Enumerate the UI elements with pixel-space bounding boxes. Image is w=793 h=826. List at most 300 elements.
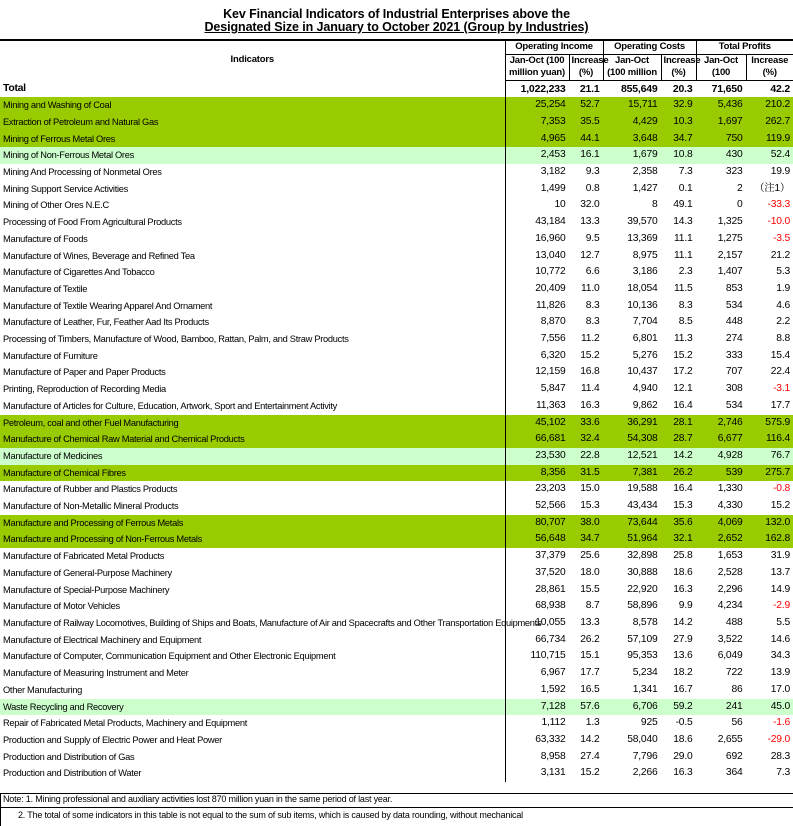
cell-costs-value: 43,434 [627, 500, 658, 512]
indicators-header: Indicators [230, 54, 274, 66]
indicator-name: Manufacture of Motor Vehicles [3, 601, 120, 612]
cell-profits-value: 488 [725, 617, 743, 628]
cell-income-value: 43,184 [505, 214, 569, 231]
cell-income-value: 23,203 [505, 481, 569, 498]
cell-profits-value: 692 [725, 750, 743, 762]
cell-costs-value: 855,649 [620, 82, 658, 95]
notes-left-rule [0, 793, 1, 826]
cell-costs-increase: 27.9 [673, 633, 693, 645]
cell-income-value: 3,131 [505, 765, 569, 782]
notes-mid-rule [0, 807, 793, 808]
cell-profits-increase: 162.8 [746, 531, 793, 548]
cell-costs-increase: 8.3 [678, 299, 693, 311]
cell-costs-increase: 32.1 [661, 531, 696, 548]
cell-costs-value: 15,711 [603, 97, 661, 114]
cell-costs-value: 5,276 [632, 349, 658, 361]
table-row [0, 398, 793, 415]
cell-costs-value: 58,040 [627, 733, 658, 745]
table-row [0, 765, 793, 782]
cell-costs-increase: 15.2 [673, 349, 693, 361]
indicator-name: Production and Distribution of Gas [3, 751, 135, 762]
cell-profits-increase: 7.3 [776, 767, 791, 779]
cell-profits-increase: 5.5 [776, 617, 791, 628]
cell-costs-increase: 9.9 [678, 600, 693, 612]
table-row [0, 715, 793, 732]
indicator-name: Manufacture of Measuring Instrument and Meter [3, 668, 189, 679]
cell-profits-increase: 1.9 [776, 282, 791, 294]
cell-income-increase: 9.5 [585, 232, 600, 244]
table-row [0, 114, 793, 131]
cell-profits-value: 722 [725, 667, 743, 679]
cell-profits-value: 2,655 [717, 733, 743, 745]
cell-profits-increase: 4.6 [776, 299, 791, 311]
cell-costs-value: 54,308 [603, 431, 661, 448]
cell-costs-increase: 20.3 [672, 82, 693, 95]
indicator-name: Manufacture of Cigarettes And Tobacco [3, 267, 155, 278]
indicator-name: Processing of Food From Agricultural Products [3, 217, 182, 228]
cell-income-value: 12,159 [505, 364, 569, 381]
cell-income-value: 6,967 [505, 665, 569, 682]
cell-income-value: 28,861 [505, 582, 569, 599]
subheader-profits-pct: (%) [746, 67, 793, 80]
cell-income-value: 66,681 [505, 431, 569, 448]
cell-income-value: 37,520 [505, 565, 569, 582]
indicator-name: Processing of Timbers, Manufacture of Wood, Bamboo, Rattan, Palm, and Straw Products [3, 334, 349, 345]
cell-profits-value: 4,330 [717, 500, 743, 512]
cell-income-increase: 6.6 [585, 266, 600, 278]
cell-costs-increase: 34.7 [661, 131, 696, 148]
indicator-name: Mining of Ferrous Metal Ores [0, 131, 505, 148]
table-row [0, 131, 793, 148]
cell-profits-increase: 13.9 [770, 667, 791, 679]
indicator-name: Mining And Processing of Nonmetal Ores [3, 167, 162, 178]
indicator-name: Manufacture of Chemical Fibres [0, 465, 505, 482]
cell-income-increase: 11.0 [581, 282, 600, 294]
cell-profits-increase: 8.8 [776, 333, 791, 345]
cell-income-increase: 22.8 [569, 448, 603, 465]
cell-costs-value: 30,888 [627, 566, 658, 578]
table-title [0, 8, 793, 34]
group-operating-income: Operating Income [505, 41, 603, 54]
cell-profits-value: 2,528 [717, 566, 743, 578]
cell-profits-value: 534 [725, 299, 743, 311]
cell-profits-value: 2,652 [696, 531, 746, 548]
cell-income-increase: 11.2 [581, 333, 600, 345]
subheader-costs-increase: Increase [661, 54, 696, 67]
cell-costs-value: 51,964 [603, 531, 661, 548]
subheader-costs-unit: (100 million [603, 67, 661, 80]
cell-profits-value: 86 [731, 683, 743, 695]
cell-costs-increase: 16.3 [673, 767, 693, 779]
indicator-name: Manufacture of Computer, Communication Equipment and Other Electronic Equipment [3, 651, 336, 662]
cell-profits-value: 333 [725, 349, 743, 361]
cell-costs-value: 19,588 [627, 483, 658, 495]
cell-income-value: 10 [505, 197, 569, 214]
cell-profits-increase: -0.8 [773, 483, 791, 495]
group-total-profits: Total Profits [696, 41, 793, 54]
cell-profits-value: 430 [696, 147, 746, 164]
table-row [0, 548, 793, 565]
cell-profits-increase: 17.0 [770, 683, 791, 695]
cell-costs-value: 8 [651, 199, 658, 211]
indicator-name: Manufacture and Processing of Ferrous Metals [0, 515, 505, 532]
cell-costs-value: 2,266 [632, 767, 658, 779]
cell-income-value: 80,707 [505, 515, 569, 532]
cell-profits-value: 4,234 [717, 600, 743, 612]
indicator-name: Mining of Other Ores N.E.C [3, 200, 109, 211]
table-row [0, 164, 793, 181]
cell-income-increase: 21.1 [579, 82, 600, 95]
table-row [0, 565, 793, 582]
cell-costs-increase: 16.7 [673, 683, 693, 695]
indicator-name: Manufacture of General-Purpose Machinery [3, 567, 172, 578]
table-row [0, 632, 793, 649]
table-row [0, 197, 793, 214]
cell-profits-value: 534 [725, 399, 743, 411]
subheader-costs-pct: (%) [661, 67, 696, 80]
cell-costs-increase: 12.1 [673, 383, 693, 395]
indicator-name: Production and Distribution of Water [3, 768, 142, 779]
cell-profits-value: 323 [725, 166, 743, 178]
cell-profits-increase: -3.1 [773, 383, 791, 395]
cell-income-increase: 16.1 [569, 147, 603, 164]
cell-income-value: 1,022,233 [505, 80, 569, 97]
table-row [0, 97, 793, 114]
cell-income-increase: 11.4 [581, 383, 600, 395]
cell-income-increase: 18.0 [580, 566, 600, 578]
cell-costs-value: 12,521 [603, 448, 661, 465]
cell-profits-value: 364 [725, 767, 743, 779]
group-operating-costs: Operating Costs [603, 41, 696, 54]
cell-profits-value: 750 [696, 131, 746, 148]
cell-costs-value: 7,704 [632, 316, 658, 328]
cell-costs-value: 73,644 [603, 515, 661, 532]
cell-profits-value: 308 [725, 383, 743, 395]
table-row [0, 615, 793, 632]
cell-costs-value: 2,358 [632, 166, 658, 178]
cell-income-increase: 16.3 [580, 399, 600, 411]
cell-income-value: 16,960 [505, 231, 569, 248]
cell-costs-value: 6,801 [632, 333, 658, 345]
cell-income-value: 68,938 [505, 598, 569, 615]
cell-income-increase: 12.7 [580, 249, 600, 261]
cell-profits-increase: 14.6 [770, 633, 791, 645]
cell-income-value: 7,128 [505, 699, 569, 716]
cell-costs-increase: 11.3 [674, 333, 693, 345]
cell-income-value: 11,363 [505, 398, 569, 415]
table-row [0, 682, 793, 699]
table-row [0, 665, 793, 682]
cell-profits-increase: 2.2 [776, 316, 791, 328]
indicator-name: Waste Recycling and Recovery [0, 699, 505, 716]
cell-income-value: 2,453 [505, 147, 569, 164]
cell-costs-value: 1,427 [632, 182, 658, 194]
cell-profits-increase: 575.9 [746, 415, 793, 432]
indicator-name: Manufacture of Paper and Paper Products [3, 367, 166, 378]
cell-income-value: 10,772 [505, 264, 569, 281]
cell-profits-increase: 275.7 [746, 465, 793, 482]
cell-costs-increase: 29.0 [673, 750, 693, 762]
cell-costs-value: 57,109 [627, 633, 658, 645]
cell-income-increase: 14.2 [580, 733, 600, 745]
cell-costs-increase: 14.2 [661, 448, 696, 465]
cell-costs-increase: 0.1 [678, 182, 693, 194]
table-row [0, 582, 793, 599]
cell-income-value: 8,958 [505, 749, 569, 766]
cell-costs-increase: 10.3 [661, 114, 696, 131]
cell-profits-value: 3,522 [717, 633, 743, 645]
indicators-table [0, 41, 793, 782]
cell-profits-increase: -29.0 [767, 733, 791, 745]
cell-profits-value: 1,275 [717, 232, 743, 244]
cell-profits-increase: 14.9 [770, 583, 791, 595]
cell-income-increase: 0.8 [585, 182, 600, 194]
table-row [0, 364, 793, 381]
cell-income-value: 1,592 [505, 682, 569, 699]
cell-income-increase: 8.3 [585, 316, 600, 328]
cell-income-value: 25,254 [505, 97, 569, 114]
table-row [0, 248, 793, 265]
cell-income-increase: 15.5 [580, 583, 600, 595]
cell-profits-value: 1,697 [696, 114, 746, 131]
cell-profits-value: 448 [725, 316, 743, 328]
table-row [0, 415, 793, 432]
cell-income-increase: 31.5 [569, 465, 603, 482]
cell-profits-value: 1,653 [717, 550, 743, 562]
cell-profits-value: 6,049 [717, 650, 743, 662]
cell-income-value: 56,648 [505, 531, 569, 548]
cell-costs-value: 8,578 [632, 617, 658, 628]
cell-costs-increase: 8.5 [678, 316, 693, 328]
cell-profits-increase: 13.7 [770, 566, 791, 578]
cell-profits-value: 56 [731, 717, 743, 729]
table-row [0, 699, 793, 716]
cell-costs-value: 58,896 [627, 600, 658, 612]
indicator-name: Manufacture of Textile Wearing Apparel And Ornament [3, 300, 213, 311]
cell-costs-increase: 16.4 [673, 399, 693, 411]
table-row [0, 147, 793, 164]
cell-profits-value: 4,928 [696, 448, 746, 465]
subheader-income-unit: million yuan) [505, 67, 569, 80]
cell-costs-increase: 15.3 [673, 500, 693, 512]
indicator-name: Extraction of Petroleum and Natural Gas [0, 114, 505, 131]
cell-income-value: 4,965 [505, 131, 569, 148]
cell-income-increase: 57.6 [569, 699, 603, 716]
cell-costs-value: 39,570 [627, 216, 658, 228]
indicator-name: Manufacture of Wines, Beverage and Refined Tea [3, 250, 195, 261]
cell-income-increase: 8.7 [585, 600, 600, 612]
indicator-name: Manufacture of Railway Locomotives, Building of Ships and Boats, Manufacture of Air and Spacecrafts and Other Transportation Equipments [3, 618, 542, 628]
cell-income-increase: 16.5 [580, 683, 600, 695]
indicator-name: Manufacture of Medicines [0, 448, 505, 465]
cell-income-increase: 15.1 [580, 650, 600, 662]
cell-income-increase: 52.7 [569, 97, 603, 114]
cell-costs-increase: 16.3 [673, 583, 693, 595]
subheader-costs-value: Jan-Oct [603, 54, 661, 67]
cell-profits-increase: 15.2 [770, 500, 791, 512]
cell-profits-value: 5,436 [696, 97, 746, 114]
cell-income-value: 20,409 [505, 281, 569, 298]
cell-costs-increase: 28.1 [661, 415, 696, 432]
cell-profits-increase: 31.9 [770, 550, 791, 562]
table-row [0, 214, 793, 231]
indicator-name: Manufacture of Textile [3, 283, 88, 294]
cell-costs-increase: 14.3 [673, 216, 693, 228]
indicator-name: Manufacture of Leather, Fur, Feather Aad Its Products [3, 317, 209, 328]
cell-income-value: 8,870 [505, 314, 569, 331]
cell-costs-value: 13,369 [627, 232, 658, 244]
cell-costs-increase: 10.8 [661, 147, 696, 164]
cell-income-increase: 32.0 [580, 199, 600, 211]
cell-profits-increase: 45.0 [746, 699, 793, 716]
cell-costs-value: 925 [640, 717, 658, 729]
cell-profits-value: 2 [736, 182, 743, 194]
subheader-income-pct: (%) [569, 67, 603, 80]
table-row [0, 448, 793, 465]
cell-costs-value: 32,898 [627, 550, 658, 562]
cell-income-increase: 32.4 [569, 431, 603, 448]
cell-costs-increase: 14.2 [673, 617, 693, 628]
cell-income-increase: 15.3 [580, 500, 600, 512]
table-row [0, 298, 793, 315]
cell-costs-value: 18,054 [627, 282, 658, 294]
cell-profits-value: 274 [725, 333, 743, 345]
cell-income-value: 7,353 [505, 114, 569, 131]
cell-income-value: 10,055 [505, 615, 569, 632]
cell-profits-increase: -10.0 [767, 216, 791, 228]
subheader-profits-increase: Increase [746, 54, 793, 67]
indicator-name: Manufacture of Rubber and Plastics Products [3, 484, 178, 495]
cell-income-increase: 13.3 [580, 617, 600, 628]
cell-profits-value: 2,296 [717, 583, 743, 595]
cell-costs-increase: 35.6 [661, 515, 696, 532]
title-line-1: Kev Financial Indicators of Industrial Enterprises above the [223, 7, 570, 21]
cell-profits-value: 4,069 [696, 515, 746, 532]
table-row [0, 515, 793, 532]
cell-profits-value: 2,157 [717, 249, 743, 261]
cell-income-increase: 25.6 [580, 550, 600, 562]
indicator-name: Other Manufacturing [3, 684, 83, 695]
cell-costs-value: 4,429 [603, 114, 661, 131]
indicator-name: Production and Supply of Electric Power and Heat Power [3, 734, 222, 745]
table-row [0, 648, 793, 665]
cell-profits-value: 539 [696, 465, 746, 482]
cell-profits-increase: 119.9 [746, 131, 793, 148]
cell-profits-increase: （注1） [754, 182, 791, 194]
cell-income-increase: 1.3 [585, 717, 600, 729]
table-row [0, 264, 793, 281]
indicator-name: Manufacture of Electrical Machinery and Equipment [3, 634, 202, 645]
indicator-name: Total [3, 82, 26, 95]
cell-costs-value: 8,975 [632, 249, 658, 261]
cell-income-value: 23,530 [505, 448, 569, 465]
indicator-name: Manufacture of Articles for Culture, Education, Artwork, Sport and Entertainment Activity [3, 400, 337, 411]
title-line-2: Designated Size in January to October 2021 (Group by Industries) [204, 20, 589, 34]
cell-income-increase: 9.3 [585, 166, 600, 178]
cell-profits-increase: 34.3 [770, 650, 791, 662]
cell-costs-increase: 17.2 [673, 366, 693, 378]
table-row [0, 331, 793, 348]
total-row [0, 80, 793, 97]
cell-income-increase: 27.4 [580, 750, 600, 762]
table-row [0, 231, 793, 248]
cell-income-increase: 15.0 [580, 483, 600, 495]
table-row [0, 281, 793, 298]
indicator-name: Printing, Reproduction of Recording Media [3, 384, 166, 395]
cell-income-increase: 15.2 [580, 767, 600, 779]
cell-costs-increase: 7.3 [678, 166, 693, 178]
cell-profits-increase: 5.3 [776, 266, 791, 278]
indicator-name: Manufacture of Furniture [3, 350, 98, 361]
cell-income-value: 3,182 [505, 164, 569, 181]
cell-income-increase: 17.7 [580, 667, 600, 679]
cell-costs-increase: 32.9 [661, 97, 696, 114]
cell-costs-increase: 26.2 [661, 465, 696, 482]
cell-costs-value: 3,648 [603, 131, 661, 148]
cell-profits-increase: -1.6 [773, 717, 791, 729]
cell-profits-increase: 132.0 [746, 515, 793, 532]
table-row [0, 465, 793, 482]
subheader-income-value: Jan-Oct (100 [505, 54, 569, 67]
cell-profits-increase: 28.3 [770, 750, 791, 762]
cell-income-value: 7,556 [505, 331, 569, 348]
indicator-name: Mining of Non-Ferrous Metal Ores [0, 147, 505, 164]
footnote-1: Note: 1. Mining professional and auxiliary activities lost 870 million yuan in the same period of last year. [3, 794, 393, 804]
cell-income-value: 63,332 [505, 732, 569, 749]
cell-income-value: 45,102 [505, 415, 569, 432]
cell-profits-value: 71,650 [711, 82, 743, 95]
cell-profits-increase: 21.2 [770, 249, 791, 261]
cell-costs-increase: 13.6 [673, 650, 693, 662]
footnote-2: 2. The total of some indicators in this table is not equal to the sum of sub items, which is caused by data rounding, without mechanical [18, 810, 523, 820]
cell-profits-value: 1,330 [717, 483, 743, 495]
cell-costs-increase: 18.6 [673, 733, 693, 745]
header-row-groups [0, 41, 793, 54]
cell-profits-value: 853 [725, 282, 743, 294]
indicator-name: Mining and Washing of Coal [0, 97, 505, 114]
cell-profits-value: 241 [696, 699, 746, 716]
cell-profits-increase: 15.4 [770, 349, 791, 361]
cell-costs-increase: 11.1 [674, 232, 693, 244]
cell-costs-value: 36,291 [603, 415, 661, 432]
cell-costs-value: 10,437 [627, 366, 658, 378]
table-row [0, 314, 793, 331]
subheader-profits-value: Jan-Oct [696, 54, 746, 67]
cell-income-value: 11,826 [505, 298, 569, 315]
cell-income-value: 52,566 [505, 498, 569, 515]
cell-profits-increase: 19.9 [770, 166, 791, 178]
cell-profits-increase: 116.4 [746, 431, 793, 448]
indicator-name: Petroleum, coal and other Fuel Manufacturing [0, 415, 505, 432]
table-row [0, 381, 793, 398]
cell-costs-increase: 11.1 [674, 249, 693, 261]
cell-profits-increase: 52.4 [746, 147, 793, 164]
cell-profits-increase: 17.7 [770, 399, 791, 411]
cell-costs-value: 7,796 [632, 750, 658, 762]
cell-profits-increase: 22.4 [770, 366, 791, 378]
cell-costs-value: 9,862 [632, 399, 658, 411]
indicator-name: Manufacture of Chemical Raw Material and Chemical Products [0, 431, 505, 448]
cell-costs-value: 3,186 [632, 266, 658, 278]
cell-income-value: 1,499 [505, 181, 569, 198]
cell-income-increase: 35.5 [569, 114, 603, 131]
cell-costs-value: 5,234 [632, 667, 658, 679]
cell-costs-increase: 18.2 [673, 667, 693, 679]
table-row [0, 431, 793, 448]
cell-costs-increase: 11.5 [674, 282, 693, 294]
table-row [0, 498, 793, 515]
table-row [0, 732, 793, 749]
